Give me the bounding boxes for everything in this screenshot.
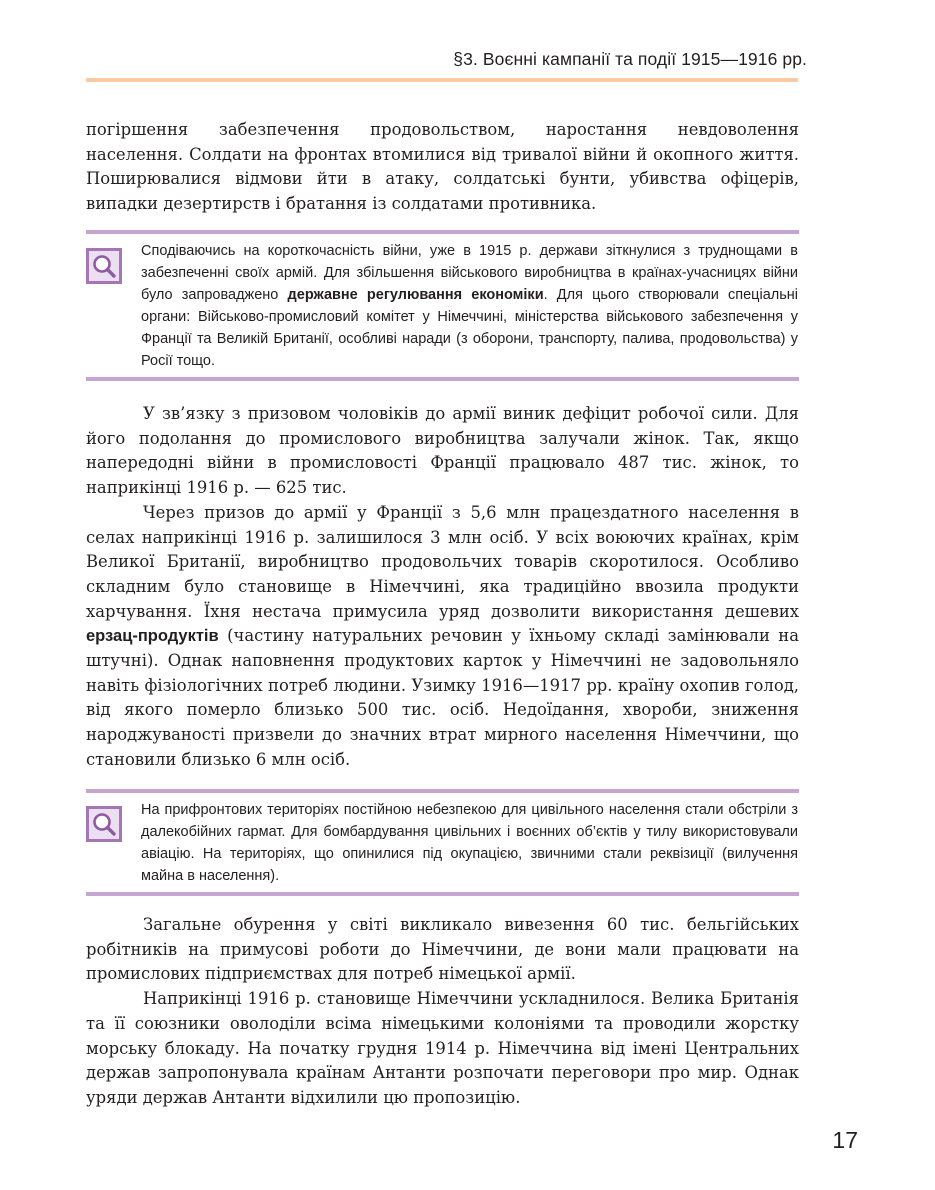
infobox-1-term: державне регулювання економіки xyxy=(287,286,544,303)
text-block-1 xyxy=(86,118,799,217)
text-block-3 xyxy=(86,913,799,1111)
paragraph-3 xyxy=(86,501,799,773)
running-head: §3. Воєнні кампанії та події 1915—1916 рр. xyxy=(453,49,807,69)
text-block-2 xyxy=(86,402,799,773)
paragraph-3-term: ерзац-продуктів xyxy=(86,627,219,646)
infobox-1-text-start: Сподіваючись на короткочасність війни, уже в 1915 р. держави зіткнулися з труднощами в забезпеченні своїх армій. Для збільшення військового виробництва в країнах-учасницях війни було запроваджено xyxy=(141,243,798,303)
header-rule xyxy=(86,78,798,82)
infobox-1-text-end: . Для цього створювали спеціальні органи: Військово-промисловий комітет у Німеччині, міністерства військового забезпечення у Франції та Великій Британії, особливі наради (з оборони, транспорту, палива, продовольства) у Росії тощо. xyxy=(141,286,798,369)
paragraph-3-end: (частину натуральних речовин у їхньому складі замінювали на штучні). Однак наповнення продуктових карток у Німеччині не задовольняло навіть фізіологічних потреб людини. Узимку 1916—1917 рр. країну охопив голод, від якого померло близько 500 тис. осіб. Недоїдання, хвороби, зниження народжуваності призвели до значних втрат мирного населення Німеччини, що становили близько 6 млн осіб. xyxy=(86,626,799,769)
paragraph-3-start: Через призов до армії у Франції з 5,6 млн працездатного населення в селах наприкінці 1916 р. залишилося 3 млн осіб. У всіх воюючих країнах, крім Великої Британії, виробництво продовольчих товарів скоротилося. Особливо складним було становище в Німеччині, яка традиційно ввозила продукти харчування. Їхня нестача примусила уряд дозволити використання дешевих xyxy=(86,502,799,621)
magnifier-icon xyxy=(86,248,122,284)
infobox-1-bottom-rule xyxy=(86,377,799,381)
paragraph-1: погіршення забезпечення продовольством, наростання невдоволення населення. Солдати на фронтах втомилися від тривалої війни й окопного життя. Поширювалися відмови йти в атаку, солдатські бунти, убивства офіцерів, випадки дезертирств і братання із солдатами противника. xyxy=(86,120,799,214)
infobox-1-text xyxy=(141,241,798,372)
magnifier-icon xyxy=(86,806,122,842)
infobox-2-bottom-rule xyxy=(86,892,799,896)
paragraph-2: У зв’язку з призовом чоловіків до армії виник дефіцит робочої сили. Для його подолання до промислового виробництва залучали жінок. Так, якщо напередодні війни в промисловості Франції працювало 487 тис. жінок, то наприкінці 1916 р. — 625 тис. xyxy=(86,404,799,498)
infobox-1-top-rule xyxy=(86,230,799,234)
paragraph-5: Наприкінці 1916 р. становище Німеччини ускладнилося. Велика Британія та її союзники оволоділи всіма німецькими колоніями та проводили жорстку морську блокаду. На початку грудня 1914 р. Німеччина від імені Центральних держав запропонувала країнам Антанти розпочати переговори про мир. Однак уряди держав Антанти відхилили цю пропозицію. xyxy=(86,989,799,1107)
page-number: 17 xyxy=(832,1127,858,1153)
infobox-2-text: На прифронтових територіях постійною небезпекою для цивільного населення стали обстріли з далекобійних гармат. Для бомбардування цивільних і воєнних об’єктів у тилу використовували авіацію. На територіях, що опинилися під окупацією, звичними стали реквізиції (вилучення майна в населення). xyxy=(141,802,798,884)
infobox-2-top-rule xyxy=(86,789,799,793)
paragraph-4: Загальне обурення у світі викликало вивезення 60 тис. бельгійських робітників на примусові роботи до Німеччини, де вони мали працювати на промислових підприємствах для потреб німецької армії. xyxy=(86,915,799,984)
